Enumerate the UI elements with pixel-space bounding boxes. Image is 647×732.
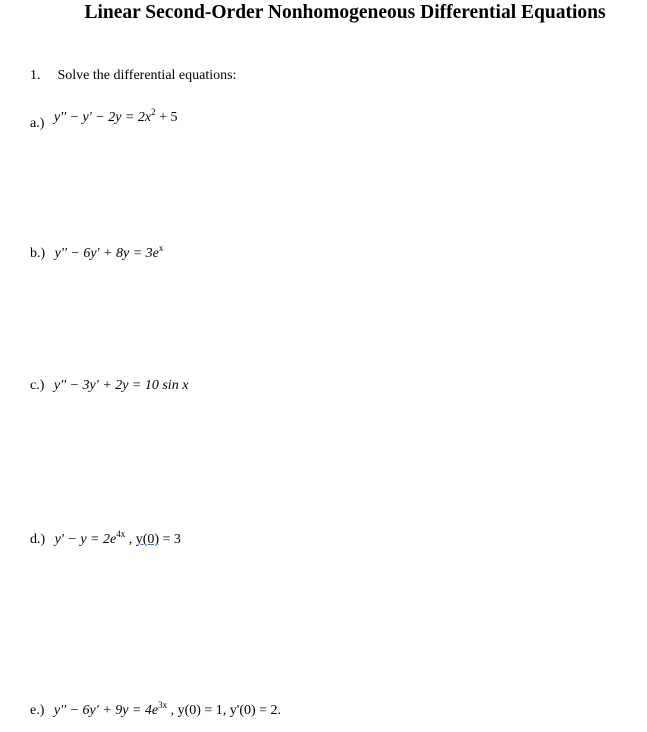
problem-number: 1. xyxy=(30,68,41,83)
equation xyxy=(53,107,178,125)
equation xyxy=(54,529,181,547)
equation-lhs: y' − y = 2e xyxy=(54,532,117,547)
equation xyxy=(53,700,282,718)
equation-item-d xyxy=(30,529,181,548)
equation-rhs: , y(0) = 1, y'(0) = 2. xyxy=(167,703,282,718)
problem-statement xyxy=(30,68,236,84)
equation xyxy=(54,243,164,261)
equation-exponent: 4x xyxy=(116,529,126,539)
equation-label: c.) xyxy=(30,378,45,393)
equation-exponent: x xyxy=(158,243,164,253)
equation-label: e.) xyxy=(30,703,45,718)
page-title: Linear Second-Order Nonhomogeneous Differential Equations xyxy=(84,2,606,23)
equation-lhs: y'' − 3y' + 2y = 10 sin x xyxy=(53,378,189,393)
equation-rhs: + 5 xyxy=(155,110,178,125)
equation-exponent: 3x xyxy=(158,700,168,710)
equation-item-c xyxy=(30,378,188,394)
equation-separator: , xyxy=(125,532,136,547)
equation-item-e xyxy=(30,700,282,719)
equation-item-a xyxy=(30,107,178,131)
equation-lhs: y'' − 6y' + 8y = 3e xyxy=(54,246,159,261)
equation-lhs: y'' − 6y' + 9y = 4e xyxy=(53,703,159,718)
equation-item-b xyxy=(30,243,164,262)
equation-lhs: y'' − y' − 2y = 2x xyxy=(53,110,152,125)
equation-label: b.) xyxy=(30,246,46,261)
initial-condition: y(0) xyxy=(135,532,160,547)
problem-instruction: Solve the differential equations: xyxy=(57,68,237,83)
equation xyxy=(54,378,189,393)
equation-exponent: 2 xyxy=(151,107,156,117)
equation-label: a.) xyxy=(30,116,45,131)
equation-label: d.) xyxy=(30,532,46,547)
equation-rhs: = 3 xyxy=(159,532,181,547)
